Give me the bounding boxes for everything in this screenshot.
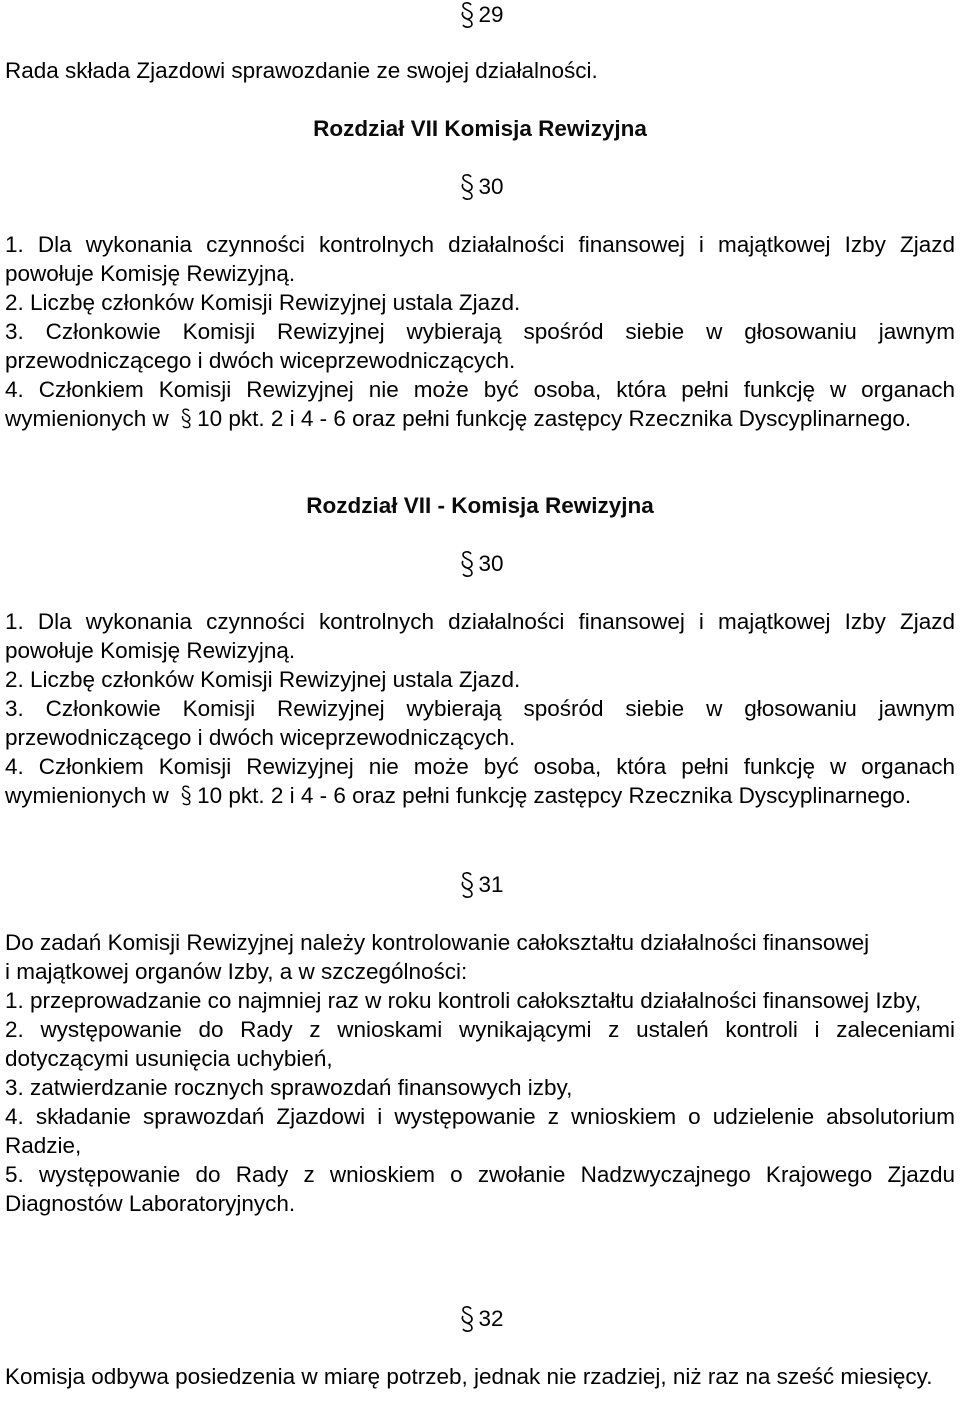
- list-item: 3. Członkowie Komisji Rewizyjnej wybierają spośród siebie w głosowaniu jawnym przewodniczącego i dwóch wiceprzewodniczących.: [5, 696, 955, 750]
- section-sign-icon: [456, 870, 478, 899]
- list-item: 5. występowanie do Rady z wnioskiem o zwołanie Nadzwyczajnego Krajowego Zjazdu Diagnostów Laboratoryjnych.: [5, 1162, 955, 1216]
- section-number: 30: [478, 174, 504, 199]
- paragraph: Do zadań Komisji Rewizyjnej należy kontrolowanie całokształtu działalności finansowej: [5, 930, 870, 955]
- list-item: 1. Dla wykonania czynności kontrolnych działalności finansowej i majątkowej Izby Zjazd powołuje Komisję Rewizyjną.: [5, 609, 955, 663]
- list-item: 2. występowanie do Rady z wnioskami wynikającymi z ustaleń kontroli i zaleceniami dotyczącymi usunięcia uchybień,: [5, 1017, 955, 1071]
- section-mark: [5, 870, 955, 899]
- section-mark: [5, 172, 955, 201]
- list-item: 3. zatwierdzanie rocznych sprawozdań finansowych izby,: [5, 1075, 573, 1100]
- section-number: 32: [478, 1306, 504, 1331]
- item-text: 4. Członkiem Komisji Rewizyjnej nie może być osoba, która pełni funkcję w organach wymienionych w: [5, 377, 955, 431]
- section-mark: [5, 0, 955, 29]
- item-text: 4. Członkiem Komisji Rewizyjnej nie może być osoba, która pełni funkcję w organach wymienionych w: [5, 754, 955, 808]
- paragraph: i majątkowej organów Izby, a w szczególności:: [5, 959, 468, 984]
- paragraph: Rada składa Zjazdowi sprawozdanie ze swojej działalności.: [5, 58, 598, 83]
- section-sign-icon: [175, 407, 197, 429]
- list-item: 2. Liczbę członków Komisji Rewizyjnej ustala Zjazd.: [5, 667, 521, 692]
- section-sign-icon: [175, 784, 197, 806]
- section-mark: [5, 1304, 955, 1333]
- paragraph: Komisja odbywa posiedzenia w miarę potrzeb, jednak nie rzadziej, niż raz na sześć miesięcy.: [5, 1364, 933, 1389]
- item-text: 10 pkt. 2 i 4 - 6 oraz pełni funkcję zastępcy Rzecznika Dyscyplinarnego.: [197, 783, 912, 808]
- article-body: [5, 928, 955, 1218]
- chapter-heading: Rozdział VII - Komisja Rewizyjna: [306, 493, 654, 518]
- section-number: 29: [478, 2, 504, 27]
- list-item: 2. Liczbę członków Komisji Rewizyjnej ustala Zjazd.: [5, 290, 521, 315]
- list-item: 1. przeprowadzanie co najmniej raz w roku kontroli całokształtu działalności finansowej Izby,: [5, 988, 922, 1013]
- chapter-heading: Rozdział VII Komisja Rewizyjna: [313, 116, 647, 141]
- list-item: 4. składanie sprawozdań Zjazdowi i występowanie z wnioskiem o udzielenie absolutorium Radzie,: [5, 1104, 955, 1158]
- section-sign-icon: [456, 172, 478, 201]
- article-body: [5, 607, 955, 810]
- list-item: 3. Członkowie Komisji Rewizyjnej wybierają spośród siebie w głosowaniu jawnym przewodniczącego i dwóch wiceprzewodniczących.: [5, 319, 955, 373]
- item-text: 10 pkt. 2 i 4 - 6 oraz pełni funkcję zastępcy Rzecznika Dyscyplinarnego.: [197, 406, 912, 431]
- section-number: 30: [478, 551, 504, 576]
- article-body: [5, 230, 955, 433]
- section-mark: [5, 549, 955, 578]
- section-number: 31: [478, 872, 504, 897]
- section-sign-icon: [456, 549, 478, 578]
- list-item: [5, 752, 955, 810]
- list-item: [5, 375, 955, 433]
- list-item: 1. Dla wykonania czynności kontrolnych działalności finansowej i majątkowej Izby Zjazd powołuje Komisję Rewizyjną.: [5, 232, 955, 286]
- section-sign-icon: [456, 1304, 478, 1333]
- section-sign-icon: [456, 0, 478, 29]
